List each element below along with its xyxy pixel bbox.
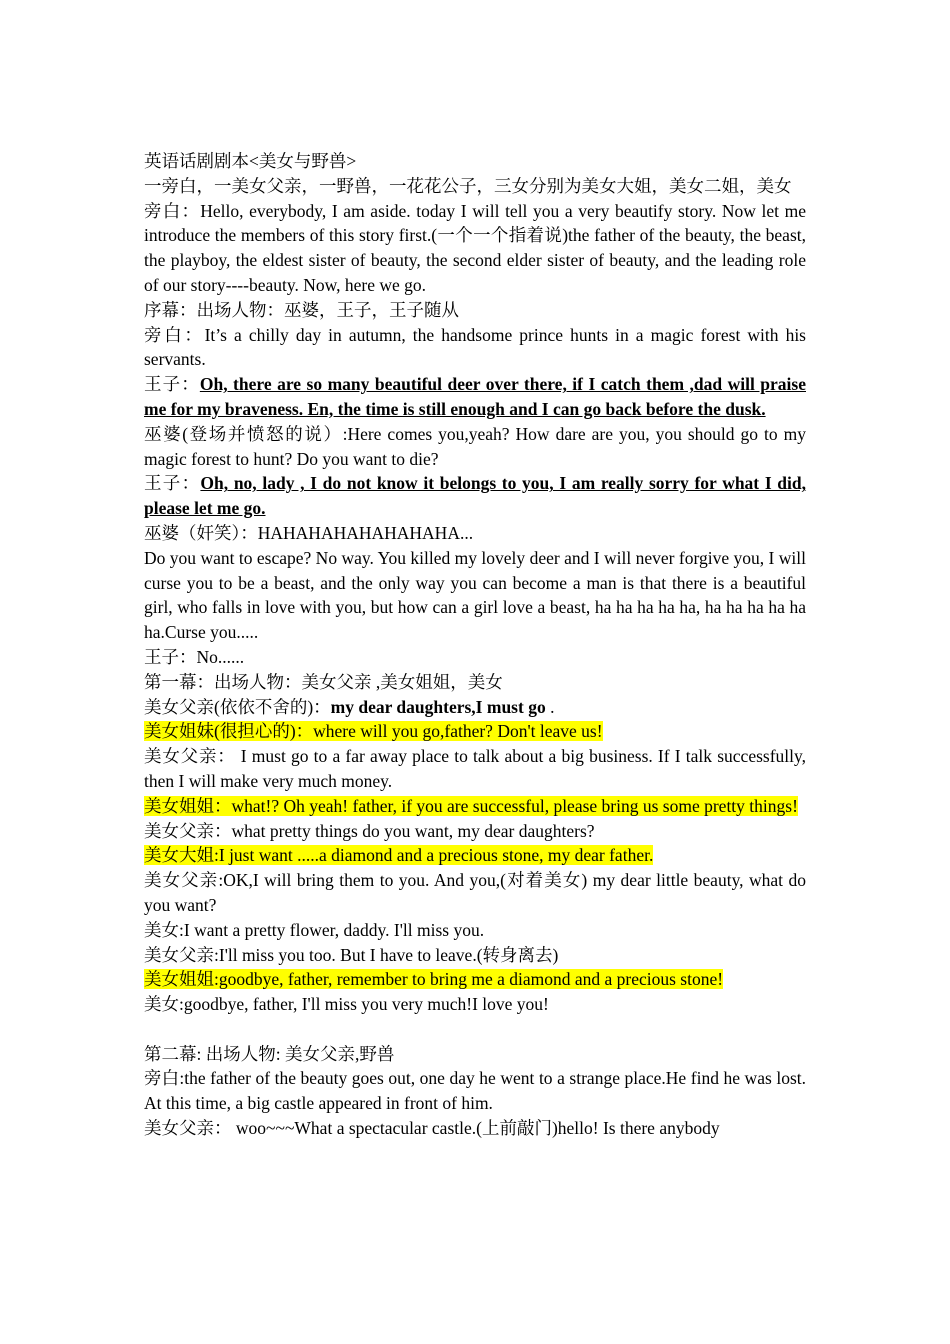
paragraph-text: 序幕：出场人物：巫婆，王子，王子随从: [144, 299, 459, 320]
bold-text: my dear daughters,I must go: [330, 696, 546, 717]
paragraph-text: 巫婆（奸笑）：HAHAHAHAHAHAHAHA...: [144, 522, 474, 543]
script-paragraph: [144, 943, 806, 968]
paragraph-text: 王子：: [144, 473, 201, 494]
highlighted-text: 美女姐妹(很担心的)：where will you go,father? Don't leave us!: [144, 721, 603, 742]
paragraph-text: 美女父亲： I must go to a far away place to talk about a big business. If I talk successfully, then I will make very much money.: [144, 746, 806, 791]
script-paragraph: [144, 546, 806, 645]
paragraph-text: 美女父亲:I'll miss you too. But I have to leave.(转身离去): [144, 944, 559, 965]
paragraph-text: 美女父亲:OK,I will bring them to you. And you,(对着美女) my dear little beauty, what do you want?: [144, 870, 806, 915]
script-paragraph: [144, 149, 806, 174]
script-paragraph: [144, 794, 806, 819]
paragraph-text: 美女父亲：what pretty things do you want, my dear daughters?: [144, 820, 595, 841]
script-paragraph: [144, 1042, 806, 1067]
paragraph-text: 旁白：It’s a chilly day in autumn, the handsome prince hunts in a magic forest with his servants.: [144, 324, 806, 370]
highlighted-text: 美女大姐:I just want .....a diamond and a precious stone, my dear father.: [144, 845, 654, 866]
paragraph-text: 一旁白，一美女父亲，一野兽，一花花公子，三女分别为美女大姐，美女二姐，美女: [144, 175, 792, 196]
bold-underlined-text: Oh, there are so many beautiful deer over there, if I catch them ,dad will praise me for my braveness. En, the time is still enough and I can go back before the dusk.: [144, 374, 806, 419]
paragraph-text: 美女父亲(依依不舍的)：: [144, 696, 331, 717]
script-paragraph: [144, 298, 806, 323]
paragraph-text: 英语话剧剧本<美女与野兽>: [144, 151, 357, 171]
script-paragraph: [144, 645, 806, 670]
paragraph-text: 王子：: [144, 374, 200, 395]
script-paragraph: [144, 967, 806, 992]
script-paragraph: [144, 719, 806, 744]
script-paragraph: [144, 744, 806, 794]
paragraph-text: 美女父亲： woo~~~What a spectacular castle.(上前敲门)hello! Is there anybody: [144, 1118, 720, 1139]
blank-line: [144, 1017, 806, 1042]
script-paragraph: [144, 1066, 806, 1116]
script-paragraph: [144, 422, 806, 472]
script-paragraph: [144, 174, 806, 199]
paragraph-text: 旁白:the father of the beauty goes out, one day he went to a strange place.He find he was lost. At this time, a big castle appeared in front of him.: [144, 1068, 806, 1114]
paragraph-text: 美女:goodbye, father, I'll miss you very much!I love you!: [144, 994, 549, 1015]
document-page: [144, 149, 806, 1141]
highlighted-text: 美女姐姐:goodbye, father, remember to bring me a diamond and a precious stone!: [144, 969, 724, 990]
script-paragraph: [144, 521, 806, 546]
paragraph-text: 第二幕: 出场人物: 美女父亲,野兽: [144, 1043, 395, 1064]
paragraph-text: 巫婆(登场并愤怒的说）:Here comes you,yeah? How dare are you, you should go to my magic forest to hunt? Do you want to die?: [144, 423, 806, 469]
paragraph-text: 王子：No......: [144, 646, 245, 667]
paragraph-text: .: [545, 696, 555, 717]
paragraph-text: Do you want to escape? No way. You killed my lovely deer and I will never forgive you, I will curse you to be a beast, and the only way you can become a man is that there is a beautiful girl, who falls in love with you, but how can a girl love a beast, ha ha ha ha ha, ha ha ha ha ha ha.Curse you.....: [144, 547, 806, 643]
paragraph-text: 美女:I want a pretty flower, daddy. I'll miss you.: [144, 919, 485, 940]
highlighted-text: 美女姐姐：what!? Oh yeah! father, if you are successful, please bring us some pretty things!: [144, 795, 798, 816]
script-paragraph: [144, 670, 806, 695]
paragraph-text: 旁白：Hello, everybody, I am aside. today I will tell you a very beautify story. Now let me introduce the members of this story first.(一个一个指着说)the father of the beauty, the beast, the playboy, the eldest sister of beauty, the second elder sister of beauty, and the leading role of our story----beauty. Now, here we go.: [144, 200, 806, 295]
script-paragraph: [144, 199, 806, 298]
paragraph-text: 第一幕：出场人物：美女父亲 ,美女姐姐，美女: [144, 671, 503, 692]
script-paragraph: [144, 918, 806, 943]
script-paragraph: [144, 843, 806, 868]
script-paragraph: [144, 471, 806, 521]
bold-underlined-text: Oh, no, lady , I do not know it belongs to you, I am really sorry for what I did, please let me go.: [144, 473, 807, 519]
script-paragraph: [144, 323, 806, 373]
script-paragraph: [144, 1116, 806, 1141]
script-paragraph: [144, 372, 806, 422]
script-paragraph: [144, 868, 806, 918]
script-paragraph: [144, 992, 806, 1017]
script-paragraph: [144, 695, 806, 720]
script-paragraph: [144, 819, 806, 844]
